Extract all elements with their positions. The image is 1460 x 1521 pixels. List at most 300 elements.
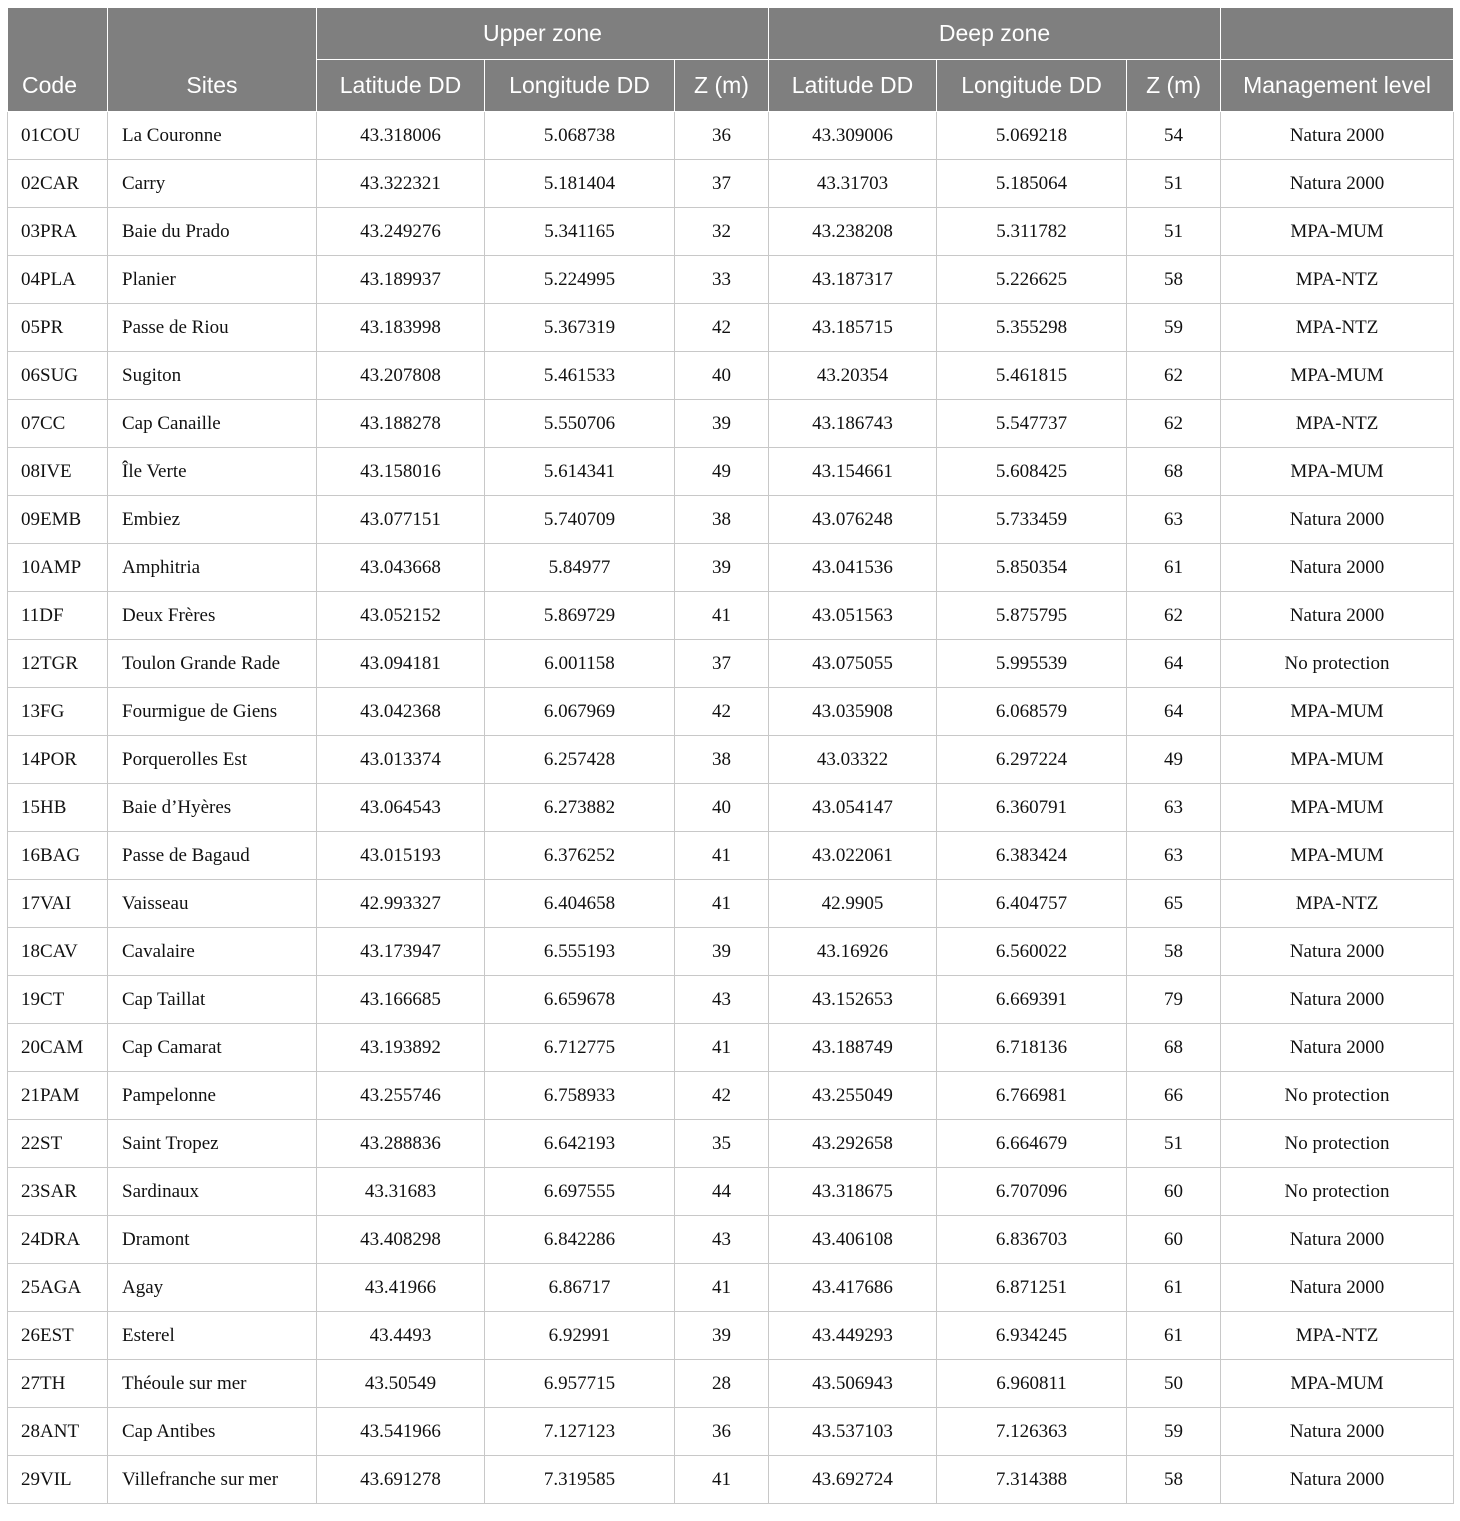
- cell-deep-depth: 63: [1127, 784, 1221, 832]
- cell-deep-latitude: 43.406108: [769, 1216, 937, 1264]
- cell-upper-depth: 37: [675, 160, 769, 208]
- cell-management-level: MPA-MUM: [1221, 736, 1454, 784]
- cell-deep-latitude: 43.152653: [769, 976, 937, 1024]
- cell-upper-latitude: 43.188278: [317, 400, 485, 448]
- cell-deep-latitude: 43.449293: [769, 1312, 937, 1360]
- cell-code: 23SAR: [8, 1168, 108, 1216]
- cell-upper-longitude: 5.550706: [485, 400, 675, 448]
- cell-management-level: MPA-MUM: [1221, 352, 1454, 400]
- cell-upper-latitude: 43.408298: [317, 1216, 485, 1264]
- cell-upper-latitude: 43.322321: [317, 160, 485, 208]
- cell-deep-depth: 59: [1127, 304, 1221, 352]
- cell-deep-longitude: 6.707096: [937, 1168, 1127, 1216]
- cell-management-level: Natura 2000: [1221, 544, 1454, 592]
- cell-code: 17VAI: [8, 880, 108, 928]
- cell-code: 09EMB: [8, 496, 108, 544]
- cell-deep-depth: 62: [1127, 352, 1221, 400]
- cell-site: Sardinaux: [108, 1168, 317, 1216]
- cell-deep-depth: 49: [1127, 736, 1221, 784]
- cell-deep-latitude: 43.188749: [769, 1024, 937, 1072]
- cell-deep-longitude: 5.547737: [937, 400, 1127, 448]
- cell-code: 25AGA: [8, 1264, 108, 1312]
- cell-upper-depth: 42: [675, 304, 769, 352]
- cell-code: 04PLA: [8, 256, 108, 304]
- cell-upper-depth: 44: [675, 1168, 769, 1216]
- cell-deep-longitude: 7.314388: [937, 1456, 1127, 1504]
- cell-deep-latitude: 43.238208: [769, 208, 937, 256]
- cell-management-level: Natura 2000: [1221, 112, 1454, 160]
- cell-code: 24DRA: [8, 1216, 108, 1264]
- cell-upper-longitude: 6.376252: [485, 832, 675, 880]
- cell-code: 05PR: [8, 304, 108, 352]
- cell-code: 27TH: [8, 1360, 108, 1408]
- cell-deep-latitude: 43.506943: [769, 1360, 937, 1408]
- cell-upper-longitude: 6.659678: [485, 976, 675, 1024]
- table-row: [8, 352, 1454, 400]
- cell-management-level: MPA-NTZ: [1221, 256, 1454, 304]
- cell-deep-depth: 62: [1127, 400, 1221, 448]
- cell-deep-latitude: 42.9905: [769, 880, 937, 928]
- cell-code: 20CAM: [8, 1024, 108, 1072]
- cell-upper-longitude: 6.642193: [485, 1120, 675, 1168]
- cell-management-level: Natura 2000: [1221, 160, 1454, 208]
- cell-site: Cap Canaille: [108, 400, 317, 448]
- cell-code: 29VIL: [8, 1456, 108, 1504]
- cell-upper-depth: 28: [675, 1360, 769, 1408]
- cell-code: 18CAV: [8, 928, 108, 976]
- cell-code: 15HB: [8, 784, 108, 832]
- cell-upper-depth: 43: [675, 976, 769, 1024]
- table-row: [8, 544, 1454, 592]
- cell-upper-depth: 37: [675, 640, 769, 688]
- cell-management-level: MPA-MUM: [1221, 784, 1454, 832]
- table-body: [8, 112, 1454, 1504]
- cell-upper-latitude: 43.015193: [317, 832, 485, 880]
- table-row: [8, 1072, 1454, 1120]
- cell-upper-latitude: 43.288836: [317, 1120, 485, 1168]
- cell-upper-latitude: 43.183998: [317, 304, 485, 352]
- cell-code: 03PRA: [8, 208, 108, 256]
- cell-deep-depth: 62: [1127, 592, 1221, 640]
- cell-upper-depth: 35: [675, 1120, 769, 1168]
- cell-site: Pampelonne: [108, 1072, 317, 1120]
- cell-management-level: MPA-NTZ: [1221, 304, 1454, 352]
- cell-site: Dramont: [108, 1216, 317, 1264]
- cell-site: Théoule sur mer: [108, 1360, 317, 1408]
- cell-site: Deux Frères: [108, 592, 317, 640]
- cell-upper-longitude: 6.273882: [485, 784, 675, 832]
- table-row: [8, 1264, 1454, 1312]
- cell-code: 22ST: [8, 1120, 108, 1168]
- cell-site: Esterel: [108, 1312, 317, 1360]
- table-row: [8, 1168, 1454, 1216]
- cell-upper-depth: 36: [675, 112, 769, 160]
- cell-deep-depth: 63: [1127, 832, 1221, 880]
- cell-site: Passe de Bagaud: [108, 832, 317, 880]
- cell-deep-longitude: 6.360791: [937, 784, 1127, 832]
- cell-deep-longitude: 6.560022: [937, 928, 1127, 976]
- cell-upper-longitude: 6.758933: [485, 1072, 675, 1120]
- cell-site: Baie du Prado: [108, 208, 317, 256]
- table-row: [8, 784, 1454, 832]
- cell-upper-longitude: 6.86717: [485, 1264, 675, 1312]
- cell-upper-latitude: 43.052152: [317, 592, 485, 640]
- cell-management-level: MPA-MUM: [1221, 832, 1454, 880]
- cell-site: Porquerolles Est: [108, 736, 317, 784]
- cell-upper-depth: 43: [675, 1216, 769, 1264]
- cell-deep-depth: 64: [1127, 640, 1221, 688]
- cell-deep-longitude: 7.126363: [937, 1408, 1127, 1456]
- cell-deep-depth: 60: [1127, 1216, 1221, 1264]
- cell-code: 11DF: [8, 592, 108, 640]
- cell-deep-longitude: 5.995539: [937, 640, 1127, 688]
- cell-deep-latitude: 43.035908: [769, 688, 937, 736]
- cell-deep-latitude: 43.022061: [769, 832, 937, 880]
- cell-deep-depth: 58: [1127, 1456, 1221, 1504]
- cell-deep-longitude: 5.069218: [937, 112, 1127, 160]
- cell-site: Fourmigue de Giens: [108, 688, 317, 736]
- cell-deep-longitude: 6.718136: [937, 1024, 1127, 1072]
- cell-upper-latitude: 43.042368: [317, 688, 485, 736]
- cell-deep-depth: 51: [1127, 208, 1221, 256]
- cell-code: 16BAG: [8, 832, 108, 880]
- cell-deep-latitude: 43.075055: [769, 640, 937, 688]
- cell-deep-depth: 64: [1127, 688, 1221, 736]
- cell-code: 14POR: [8, 736, 108, 784]
- cell-deep-longitude: 5.461815: [937, 352, 1127, 400]
- cell-deep-depth: 59: [1127, 1408, 1221, 1456]
- cell-upper-longitude: 5.341165: [485, 208, 675, 256]
- cell-deep-longitude: 5.355298: [937, 304, 1127, 352]
- cell-management-level: Natura 2000: [1221, 1216, 1454, 1264]
- cell-upper-latitude: 43.094181: [317, 640, 485, 688]
- cell-site: Agay: [108, 1264, 317, 1312]
- cell-upper-latitude: 43.41966: [317, 1264, 485, 1312]
- cell-deep-latitude: 43.20354: [769, 352, 937, 400]
- cell-management-level: Natura 2000: [1221, 1456, 1454, 1504]
- cell-code: 06SUG: [8, 352, 108, 400]
- cell-deep-latitude: 43.186743: [769, 400, 937, 448]
- cell-management-level: Natura 2000: [1221, 928, 1454, 976]
- cell-deep-latitude: 43.076248: [769, 496, 937, 544]
- table-row: [8, 256, 1454, 304]
- cell-management-level: MPA-MUM: [1221, 688, 1454, 736]
- cell-site: Carry: [108, 160, 317, 208]
- cell-deep-depth: 79: [1127, 976, 1221, 1024]
- table-row: [8, 304, 1454, 352]
- cell-deep-longitude: 6.383424: [937, 832, 1127, 880]
- header-management-level: Management level: [1221, 60, 1454, 112]
- cell-deep-depth: 58: [1127, 928, 1221, 976]
- cell-deep-longitude: 6.960811: [937, 1360, 1127, 1408]
- cell-upper-longitude: 5.869729: [485, 592, 675, 640]
- cell-deep-latitude: 43.154661: [769, 448, 937, 496]
- cell-upper-longitude: 5.614341: [485, 448, 675, 496]
- cell-site: Île Verte: [108, 448, 317, 496]
- cell-upper-latitude: 43.255746: [317, 1072, 485, 1120]
- cell-upper-latitude: 43.50549: [317, 1360, 485, 1408]
- cell-deep-depth: 68: [1127, 448, 1221, 496]
- cell-upper-longitude: 5.84977: [485, 544, 675, 592]
- cell-site: La Couronne: [108, 112, 317, 160]
- cell-upper-latitude: 43.193892: [317, 1024, 485, 1072]
- cell-upper-longitude: 5.461533: [485, 352, 675, 400]
- cell-deep-depth: 63: [1127, 496, 1221, 544]
- cell-deep-latitude: 43.537103: [769, 1408, 937, 1456]
- header-upper-zone: Upper zone: [317, 8, 769, 60]
- cell-management-level: MPA-NTZ: [1221, 880, 1454, 928]
- cell-upper-latitude: 43.166685: [317, 976, 485, 1024]
- cell-upper-latitude: 43.4493: [317, 1312, 485, 1360]
- cell-deep-longitude: 6.836703: [937, 1216, 1127, 1264]
- cell-upper-depth: 39: [675, 1312, 769, 1360]
- cell-upper-latitude: 43.189937: [317, 256, 485, 304]
- cell-code: 13FG: [8, 688, 108, 736]
- cell-upper-latitude: 43.043668: [317, 544, 485, 592]
- cell-upper-longitude: 6.001158: [485, 640, 675, 688]
- table-row: [8, 928, 1454, 976]
- cell-code: 02CAR: [8, 160, 108, 208]
- cell-site: Cap Taillat: [108, 976, 317, 1024]
- cell-upper-depth: 41: [675, 832, 769, 880]
- cell-upper-longitude: 6.067969: [485, 688, 675, 736]
- cell-upper-longitude: 6.92991: [485, 1312, 675, 1360]
- cell-deep-depth: 61: [1127, 1312, 1221, 1360]
- table-row: [8, 448, 1454, 496]
- table-row: [8, 1360, 1454, 1408]
- cell-management-level: Natura 2000: [1221, 1408, 1454, 1456]
- cell-deep-latitude: 43.292658: [769, 1120, 937, 1168]
- cell-upper-latitude: 43.31683: [317, 1168, 485, 1216]
- cell-upper-depth: 42: [675, 688, 769, 736]
- cell-upper-depth: 41: [675, 592, 769, 640]
- cell-management-level: No protection: [1221, 640, 1454, 688]
- cell-site: Embiez: [108, 496, 317, 544]
- table-row: [8, 976, 1454, 1024]
- cell-deep-latitude: 43.31703: [769, 160, 937, 208]
- cell-code: 10AMP: [8, 544, 108, 592]
- cell-deep-longitude: 5.733459: [937, 496, 1127, 544]
- table-row: [8, 640, 1454, 688]
- cell-deep-latitude: 43.417686: [769, 1264, 937, 1312]
- cell-site: Toulon Grande Rade: [108, 640, 317, 688]
- cell-upper-longitude: 6.257428: [485, 736, 675, 784]
- cell-management-level: Natura 2000: [1221, 1024, 1454, 1072]
- table-row: [8, 1456, 1454, 1504]
- cell-deep-longitude: 6.871251: [937, 1264, 1127, 1312]
- cell-upper-depth: 49: [675, 448, 769, 496]
- cell-code: 07CC: [8, 400, 108, 448]
- cell-deep-latitude: 43.692724: [769, 1456, 937, 1504]
- cell-upper-depth: 41: [675, 1456, 769, 1504]
- cell-management-level: MPA-MUM: [1221, 1360, 1454, 1408]
- cell-deep-longitude: 6.934245: [937, 1312, 1127, 1360]
- table-row: [8, 1216, 1454, 1264]
- cell-upper-depth: 33: [675, 256, 769, 304]
- cell-upper-latitude: 43.691278: [317, 1456, 485, 1504]
- cell-upper-longitude: 6.404658: [485, 880, 675, 928]
- cell-deep-longitude: 6.068579: [937, 688, 1127, 736]
- cell-deep-latitude: 43.16926: [769, 928, 937, 976]
- cell-deep-longitude: 6.669391: [937, 976, 1127, 1024]
- table-row: [8, 592, 1454, 640]
- cell-management-level: Natura 2000: [1221, 976, 1454, 1024]
- cell-management-level: MPA-MUM: [1221, 448, 1454, 496]
- cell-deep-longitude: 5.850354: [937, 544, 1127, 592]
- table-header: [8, 8, 1454, 112]
- cell-upper-depth: 39: [675, 400, 769, 448]
- cell-upper-longitude: 7.319585: [485, 1456, 675, 1504]
- header-deep-latitude: Latitude DD: [769, 60, 937, 112]
- cell-upper-longitude: 6.957715: [485, 1360, 675, 1408]
- cell-management-level: MPA-NTZ: [1221, 400, 1454, 448]
- group-header-row: [8, 8, 1454, 60]
- cell-upper-longitude: 6.712775: [485, 1024, 675, 1072]
- cell-upper-depth: 40: [675, 784, 769, 832]
- header-upper-depth: Z (m): [675, 60, 769, 112]
- cell-upper-latitude: 43.318006: [317, 112, 485, 160]
- cell-management-level: MPA-MUM: [1221, 208, 1454, 256]
- cell-upper-latitude: 43.013374: [317, 736, 485, 784]
- cell-code: 28ANT: [8, 1408, 108, 1456]
- cell-deep-depth: 66: [1127, 1072, 1221, 1120]
- cell-management-level: Natura 2000: [1221, 1264, 1454, 1312]
- cell-upper-depth: 32: [675, 208, 769, 256]
- cell-site: Vaisseau: [108, 880, 317, 928]
- cell-deep-longitude: 6.766981: [937, 1072, 1127, 1120]
- cell-upper-latitude: 43.064543: [317, 784, 485, 832]
- cell-upper-longitude: 6.555193: [485, 928, 675, 976]
- cell-upper-latitude: 43.207808: [317, 352, 485, 400]
- cell-site: Villefranche sur mer: [108, 1456, 317, 1504]
- header-deep-depth: Z (m): [1127, 60, 1221, 112]
- header-sites: Sites: [108, 8, 317, 112]
- header-deep-zone: Deep zone: [769, 8, 1221, 60]
- cell-deep-latitude: 43.185715: [769, 304, 937, 352]
- cell-site: Amphitria: [108, 544, 317, 592]
- table-row: [8, 736, 1454, 784]
- table-row: [8, 1024, 1454, 1072]
- cell-upper-longitude: 5.740709: [485, 496, 675, 544]
- sites-table: [7, 7, 1454, 1504]
- header-blank: [1221, 8, 1454, 60]
- cell-deep-latitude: 43.054147: [769, 784, 937, 832]
- cell-code: 19CT: [8, 976, 108, 1024]
- table-row: [8, 688, 1454, 736]
- cell-upper-latitude: 43.173947: [317, 928, 485, 976]
- cell-upper-longitude: 6.842286: [485, 1216, 675, 1264]
- cell-upper-latitude: 42.993327: [317, 880, 485, 928]
- table-row: [8, 112, 1454, 160]
- cell-deep-depth: 51: [1127, 160, 1221, 208]
- header-deep-longitude: Longitude DD: [937, 60, 1127, 112]
- cell-deep-depth: 68: [1127, 1024, 1221, 1072]
- header-upper-latitude: Latitude DD: [317, 60, 485, 112]
- cell-upper-latitude: 43.077151: [317, 496, 485, 544]
- cell-upper-depth: 36: [675, 1408, 769, 1456]
- cell-site: Cap Camarat: [108, 1024, 317, 1072]
- cell-management-level: No protection: [1221, 1120, 1454, 1168]
- cell-upper-depth: 42: [675, 1072, 769, 1120]
- cell-site: Cavalaire: [108, 928, 317, 976]
- cell-deep-depth: 50: [1127, 1360, 1221, 1408]
- cell-upper-depth: 38: [675, 736, 769, 784]
- cell-management-level: Natura 2000: [1221, 496, 1454, 544]
- cell-deep-depth: 65: [1127, 880, 1221, 928]
- cell-upper-depth: 39: [675, 544, 769, 592]
- cell-deep-latitude: 43.309006: [769, 112, 937, 160]
- cell-upper-latitude: 43.249276: [317, 208, 485, 256]
- cell-deep-depth: 61: [1127, 1264, 1221, 1312]
- cell-upper-longitude: 5.224995: [485, 256, 675, 304]
- cell-deep-depth: 60: [1127, 1168, 1221, 1216]
- cell-site: Cap Antibes: [108, 1408, 317, 1456]
- cell-deep-depth: 54: [1127, 112, 1221, 160]
- cell-upper-depth: 41: [675, 880, 769, 928]
- sites-table-container: [7, 7, 1453, 1504]
- cell-code: 08IVE: [8, 448, 108, 496]
- cell-upper-latitude: 43.541966: [317, 1408, 485, 1456]
- cell-upper-depth: 41: [675, 1024, 769, 1072]
- header-code: Code: [8, 8, 108, 112]
- cell-upper-depth: 39: [675, 928, 769, 976]
- cell-deep-longitude: 5.185064: [937, 160, 1127, 208]
- table-row: [8, 496, 1454, 544]
- header-upper-longitude: Longitude DD: [485, 60, 675, 112]
- cell-upper-longitude: 6.697555: [485, 1168, 675, 1216]
- cell-deep-depth: 58: [1127, 256, 1221, 304]
- cell-deep-latitude: 43.318675: [769, 1168, 937, 1216]
- cell-deep-latitude: 43.03322: [769, 736, 937, 784]
- cell-deep-longitude: 5.311782: [937, 208, 1127, 256]
- table-row: [8, 1120, 1454, 1168]
- table-row: [8, 832, 1454, 880]
- cell-code: 01COU: [8, 112, 108, 160]
- cell-deep-latitude: 43.041536: [769, 544, 937, 592]
- cell-upper-depth: 38: [675, 496, 769, 544]
- cell-deep-longitude: 5.608425: [937, 448, 1127, 496]
- cell-upper-longitude: 5.367319: [485, 304, 675, 352]
- table-row: [8, 880, 1454, 928]
- cell-site: Planier: [108, 256, 317, 304]
- cell-site: Saint Tropez: [108, 1120, 317, 1168]
- cell-management-level: MPA-NTZ: [1221, 1312, 1454, 1360]
- cell-deep-longitude: 6.297224: [937, 736, 1127, 784]
- cell-code: 12TGR: [8, 640, 108, 688]
- cell-deep-depth: 51: [1127, 1120, 1221, 1168]
- table-row: [8, 160, 1454, 208]
- cell-deep-latitude: 43.187317: [769, 256, 937, 304]
- cell-management-level: No protection: [1221, 1072, 1454, 1120]
- cell-upper-longitude: 7.127123: [485, 1408, 675, 1456]
- cell-deep-longitude: 5.875795: [937, 592, 1127, 640]
- table-row: [8, 400, 1454, 448]
- table-row: [8, 208, 1454, 256]
- cell-upper-longitude: 5.068738: [485, 112, 675, 160]
- cell-deep-longitude: 5.226625: [937, 256, 1127, 304]
- cell-management-level: Natura 2000: [1221, 592, 1454, 640]
- cell-deep-depth: 61: [1127, 544, 1221, 592]
- cell-upper-depth: 41: [675, 1264, 769, 1312]
- cell-upper-depth: 40: [675, 352, 769, 400]
- table-row: [8, 1312, 1454, 1360]
- cell-site: Sugiton: [108, 352, 317, 400]
- cell-code: 26EST: [8, 1312, 108, 1360]
- cell-management-level: No protection: [1221, 1168, 1454, 1216]
- cell-code: 21PAM: [8, 1072, 108, 1120]
- table-row: [8, 1408, 1454, 1456]
- cell-deep-longitude: 6.404757: [937, 880, 1127, 928]
